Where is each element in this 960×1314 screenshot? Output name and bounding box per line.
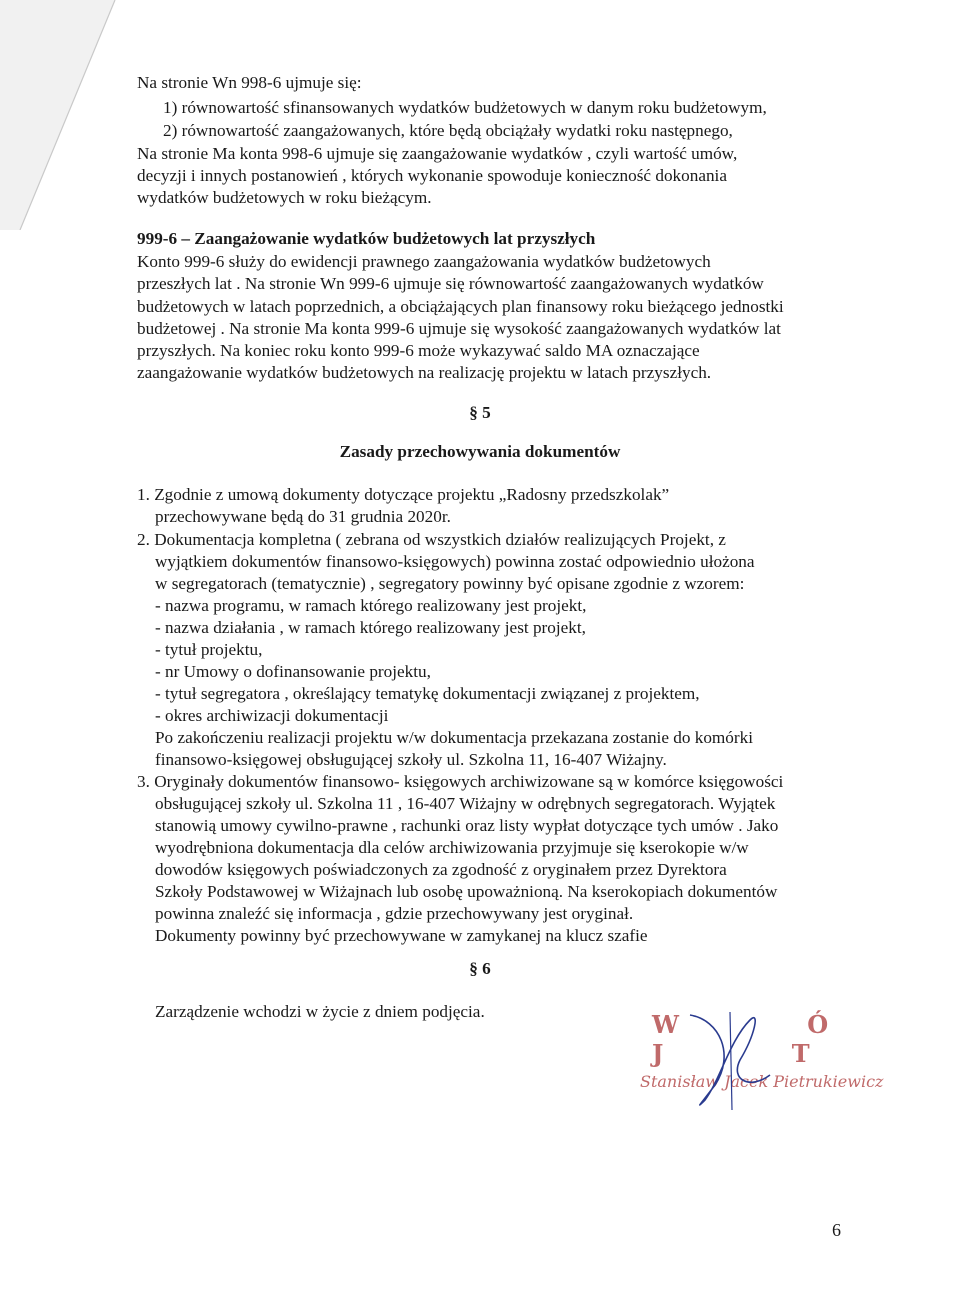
text-line: stanowią umowy cywilno-prawne , rachunki oraz listy wypłat dotyczące tych umów . Jako [155,816,779,835]
signature-image [660,1000,790,1120]
text-line: Szkoły Podstawowej w Wiżajnach lub osobę upoważnioną. Na kserokopiach dokumentów [155,882,778,901]
text-line: 1) równowartość sfinansowanych wydatków budżetowych w danym roku budżetowym, [163,98,767,117]
text-line: przechowywane będą do 31 grudnia 2020r. [155,507,451,526]
text-line: zaangażowanie wydatków budżetowych na realizację projektu w latach przyszłych. [137,363,712,382]
text-line: 2) równowartość zaangażowanych, które będą obciążały wydatki roku następnego, [163,121,733,140]
text-line: dowodów księgowych poświadczonych za zgodność z oryginałem przez Dyrektora [155,860,727,879]
text-line: wydatków budżetowych w roku bieżącym. [137,188,432,207]
stamp-title: W Ó J T [652,1010,889,1068]
text-line: Dokumenty powinny być przechowywane w zamykanej na klucz szafie [155,926,648,945]
text-line: Na stronie Wn 998-6 ujmuje się: [137,73,362,92]
text-line: finansowo-księgowej obsługującej szkoły ul. Szkolna 11, 16-407 Wiżajny. [155,750,667,769]
text-line: w segregatorach (tematycznie) , segregatory powinny być opisane zgodnie z wzorem: [155,574,745,593]
text-line: powinna znaleźć się informacja , gdzie przechowywany jest oryginał. [155,904,634,923]
text-line: przeszłych lat . Na stronie Wn 999-6 ujmuje się równowartość zaangażowanych wydatków [137,274,764,293]
text-line: 1. Zgodnie z umową dokumenty dotyczące projektu „Radosny przedszkolak” [137,485,670,504]
text-line: Po zakończeniu realizacji projektu w/w dokumentacja przekazana zostanie do komórki [155,728,753,747]
section-5-title: Zasady przechowywania dokumentów [339,442,621,461]
text-line: 2. Dokumentacja kompletna ( zebrana od wszystkich działów realizujących Projekt, z [137,530,726,549]
text-line: - nr Umowy o dofinansowanie projektu, [155,662,431,681]
stamp-name: Stanisław Jacek Pietrukiewicz [640,1072,884,1091]
section-5-mark: § 5 [469,403,491,422]
text-line: - tytuł projektu, [155,640,263,659]
text-line: obsługującej szkoły ul. Szkolna 11 , 16-407 Wiżajny w odrębnych segregatorach. Wyjątek [155,794,776,813]
text-line: wyodrębniona dokumentacja dla celów archiwizowania przyjmuje się kserokopie w/w [155,838,749,857]
text-line: Konto 999-6 służy do ewidencji prawnego zaangażowania wydatków budżetowych [137,252,711,271]
text-line: przyszłych. Na koniec roku konto 999-6 może wykazywać saldo MA oznaczające [137,341,700,360]
closing-statement: Zarządzenie wchodzi w życie z dniem podjęcia. [155,1002,485,1021]
text-line: wyjątkiem dokumentów finansowo-księgowych) powinna zostać odpowiednio ułożona [155,552,755,571]
text-line: - tytuł segregatora , określający tematykę dokumentacji związanej z projektem, [155,684,700,703]
text-line: budżetowych w latach poprzednich, a obciążających plan finansowy roku bieżącego jednostki [137,297,784,316]
text-line: 3. Oryginały dokumentów finansowo- księgowych archiwizowane są w komórce księgowości [137,772,784,791]
page-number: 6 [832,1220,841,1240]
account-heading: 999-6 – Zaangażowanie wydatków budżetowych lat przyszłych [137,229,596,248]
text-line: Na stronie Ma konta 998-6 ujmuje się zaangażowanie wydatków , czyli wartość umów, [137,144,738,163]
text-line: - nazwa programu, w ramach którego realizowany jest projekt, [155,596,587,615]
text-line: decyzji i innych postanowień , których wykonanie spowoduje konieczność dokonania [137,166,727,185]
text-line: - nazwa działania , w ramach którego realizowany jest projekt, [155,618,586,637]
text-line: budżetowej . Na stronie Ma konta 999-6 ujmuje się wysokość zaangażowanych wydatków lat [137,319,781,338]
text-line: - okres archiwizacji dokumentacji [155,706,389,725]
section-6-mark: § 6 [469,959,491,978]
